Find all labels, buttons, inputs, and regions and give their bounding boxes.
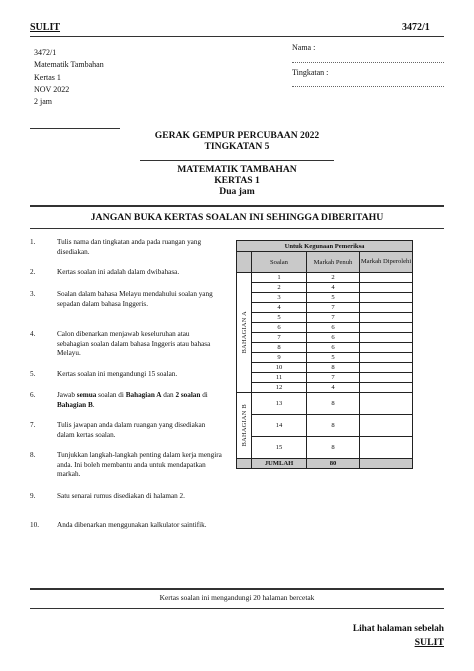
instruction-text: Kertas soalan ini mengandungi 15 soalan. <box>57 370 178 378</box>
section-a-rows <box>237 273 413 393</box>
obtained-mark-cell[interactable] <box>360 283 413 293</box>
section-a-label: BAHAGIAN A <box>240 311 248 354</box>
subject-name: MATEMATIK TAMBAHAN <box>177 164 297 175</box>
full-mark-cell: 7 <box>307 373 360 383</box>
obtained-mark-cell[interactable] <box>360 303 413 313</box>
obtained-mark-cell[interactable] <box>360 415 413 437</box>
obtained-mark-cell[interactable] <box>360 323 413 333</box>
question-number-cell: 8 <box>252 343 307 353</box>
instruction-fragment: di <box>200 391 208 399</box>
question-number-cell: 5 <box>252 313 307 323</box>
full-mark-cell: 8 <box>307 363 360 373</box>
warning-rule-bottom <box>30 228 444 229</box>
obtained-mark-cell[interactable] <box>360 353 413 363</box>
instruction-text: Satu senarai rumus disediakan di halaman 2. <box>57 492 185 500</box>
obtained-mark-cell[interactable] <box>360 333 413 343</box>
date-line: NOV 2022 <box>34 84 70 94</box>
instruction-emphasis: 2 soalan <box>175 391 201 399</box>
instruction-text: Calon dibenarkan menjawab keseluruhan atau sebahagian soalan dalam bahasa Inggeris atau bahasa Melayu. <box>57 330 211 358</box>
instruction-number: 10. <box>30 521 39 529</box>
instruction-fragment: soalan di <box>96 391 126 399</box>
full-mark-cell: 8 <box>307 393 360 415</box>
warning-rule-top <box>30 205 444 207</box>
question-number-cell: 11 <box>252 373 307 383</box>
form-label: Tingkatan : <box>292 68 329 77</box>
question-number-cell: 12 <box>252 383 307 393</box>
table-row <box>237 383 413 393</box>
full-mark-cell: 5 <box>307 353 360 363</box>
total-label: JUMLAH <box>252 459 307 469</box>
instruction-text: Anda dibenarkan menggunakan kalkulator saintifik. <box>57 521 207 529</box>
duration-text: Dua jam <box>219 186 255 197</box>
obtained-mark-cell[interactable] <box>360 343 413 353</box>
table-row <box>237 293 413 303</box>
total-value: 80 <box>307 459 360 469</box>
instruction-text: Kertas soalan ini adalah dalam dwibahasa. <box>57 268 180 276</box>
full-mark-cell: 6 <box>307 323 360 333</box>
instruction-fragment: Jawab <box>57 391 77 399</box>
question-number-cell: 15 <box>252 437 307 459</box>
table-row <box>237 333 413 343</box>
table-caption: Untuk Kegunaan Pemeriksa <box>237 241 413 252</box>
full-mark-cell: 6 <box>307 333 360 343</box>
instruction-emphasis: Bahagian B <box>57 400 93 409</box>
code-line: 3472/1 <box>34 48 57 57</box>
obtained-mark-cell[interactable] <box>360 373 413 383</box>
table-row <box>237 363 413 373</box>
footer-rule-top <box>30 588 444 590</box>
total-score-cell[interactable] <box>360 459 413 469</box>
question-number-cell: 1 <box>252 273 307 283</box>
question-number-cell: 7 <box>252 333 307 343</box>
details-rule <box>30 128 120 129</box>
paper-name: KERTAS 1 <box>214 175 260 186</box>
section-b <box>237 393 252 459</box>
instruction-emphasis: semua <box>76 391 97 399</box>
corner-cell <box>237 252 252 273</box>
obtained-mark-cell[interactable] <box>360 293 413 303</box>
subject-title <box>0 164 474 197</box>
full-mark-cell: 4 <box>307 283 360 293</box>
instruction-text: Tunjukkan langkah-langkah penting dalam kerja mengira anda. Ini boleh membantu anda untuk mendapatkan markah. <box>57 451 222 479</box>
sulit-footer: SULIT <box>414 637 444 648</box>
instruction-text: Tulis jawapan anda dalam ruangan yang disediakan dalam kertas soalan. <box>57 421 206 439</box>
col-markah-penuh: Markah Penuh <box>307 252 360 273</box>
question-number-cell: 3 <box>252 293 307 303</box>
full-mark-cell: 8 <box>307 437 360 459</box>
exam-title-line1: GERAK GEMPUR PERCUBAAN 2022 <box>154 130 320 141</box>
question-number-cell: 13 <box>252 393 307 415</box>
instruction-text: Tulis nama dan tingkatan anda pada ruangan yang disediakan. <box>57 238 202 256</box>
instruction-fragment: . <box>92 400 95 409</box>
obtained-mark-cell[interactable] <box>360 393 413 415</box>
table-row <box>237 283 413 293</box>
full-mark-cell: 7 <box>307 313 360 323</box>
table-row <box>237 273 413 283</box>
instruction-number: 6. <box>30 391 36 399</box>
sulit-label: SULIT <box>30 22 61 33</box>
col-markah-diperolehi: Markah Diperolehi <box>360 252 413 273</box>
section-a <box>237 273 252 393</box>
obtained-mark-cell[interactable] <box>360 383 413 393</box>
instruction-emphasis: Bahagian A <box>125 391 162 399</box>
paper-details <box>34 47 104 108</box>
table-row <box>237 393 413 415</box>
instruction-number: 3. <box>30 290 36 298</box>
section-b-rows <box>237 393 413 459</box>
paper-code: 3472/1 <box>402 22 430 33</box>
warning-text: JANGAN BUKA KERTAS SOALAN INI SEHINGGA DIBERITAHU <box>90 212 384 223</box>
question-number-cell: 10 <box>252 363 307 373</box>
obtained-mark-cell[interactable] <box>360 273 413 283</box>
question-number-cell: 14 <box>252 415 307 437</box>
instruction-number: 7. <box>30 421 36 429</box>
total-corner <box>237 459 252 469</box>
marks-table <box>236 240 413 469</box>
instruction-fragment: dan <box>161 391 176 399</box>
table-row <box>237 343 413 353</box>
question-number-cell: 4 <box>252 303 307 313</box>
exam-title-line2: TINGKATAN 5 <box>204 141 270 152</box>
obtained-mark-cell[interactable] <box>360 437 413 459</box>
instruction-number: 4. <box>30 330 36 338</box>
obtained-mark-cell[interactable] <box>360 313 413 323</box>
paper-line: Kertas 1 <box>34 72 61 82</box>
instruction-number: 9. <box>30 492 36 500</box>
full-mark-cell: 7 <box>307 303 360 313</box>
table-row <box>237 323 413 333</box>
header-rule <box>30 36 444 37</box>
name-label: Nama : <box>292 43 316 52</box>
subject-line: Matematik Tambahan <box>34 60 104 70</box>
table-row <box>237 303 413 313</box>
full-mark-cell: 5 <box>307 293 360 303</box>
instruction-text <box>57 391 223 410</box>
full-mark-cell: 6 <box>307 343 360 353</box>
table-row <box>237 313 413 323</box>
question-number-cell: 6 <box>252 323 307 333</box>
form-field[interactable] <box>292 86 444 87</box>
duration-line: 2 jam <box>34 97 52 107</box>
table-row <box>237 437 413 459</box>
question-number-cell: 2 <box>252 283 307 293</box>
col-soalan: Soalan <box>252 252 307 273</box>
full-mark-cell: 2 <box>307 273 360 283</box>
name-field[interactable] <box>292 62 444 63</box>
title-rule <box>140 160 334 161</box>
section-b-label: BAHAGIAN B <box>240 404 248 447</box>
instruction-number: 8. <box>30 451 36 459</box>
table-row <box>237 353 413 363</box>
instruction-text: Soalan dalam bahasa Melayu mendahului soalan yang sepadan dalam bahasa Inggeris. <box>57 290 213 308</box>
page-count-note: Kertas soalan ini mengandungi 20 halaman bercetak <box>159 593 315 602</box>
full-mark-cell: 4 <box>307 383 360 393</box>
full-mark-cell: 8 <box>307 415 360 437</box>
exam-title <box>0 130 474 152</box>
obtained-mark-cell[interactable] <box>360 363 413 373</box>
question-number-cell: 9 <box>252 353 307 363</box>
next-page-note: Lihat halaman sebelah <box>352 624 444 634</box>
instruction-number: 2. <box>30 268 36 276</box>
instruction-number: 1. <box>30 238 36 246</box>
footer-rule-bottom <box>30 608 444 609</box>
instruction-number: 5. <box>30 370 36 378</box>
table-row <box>237 415 413 437</box>
table-row <box>237 373 413 383</box>
